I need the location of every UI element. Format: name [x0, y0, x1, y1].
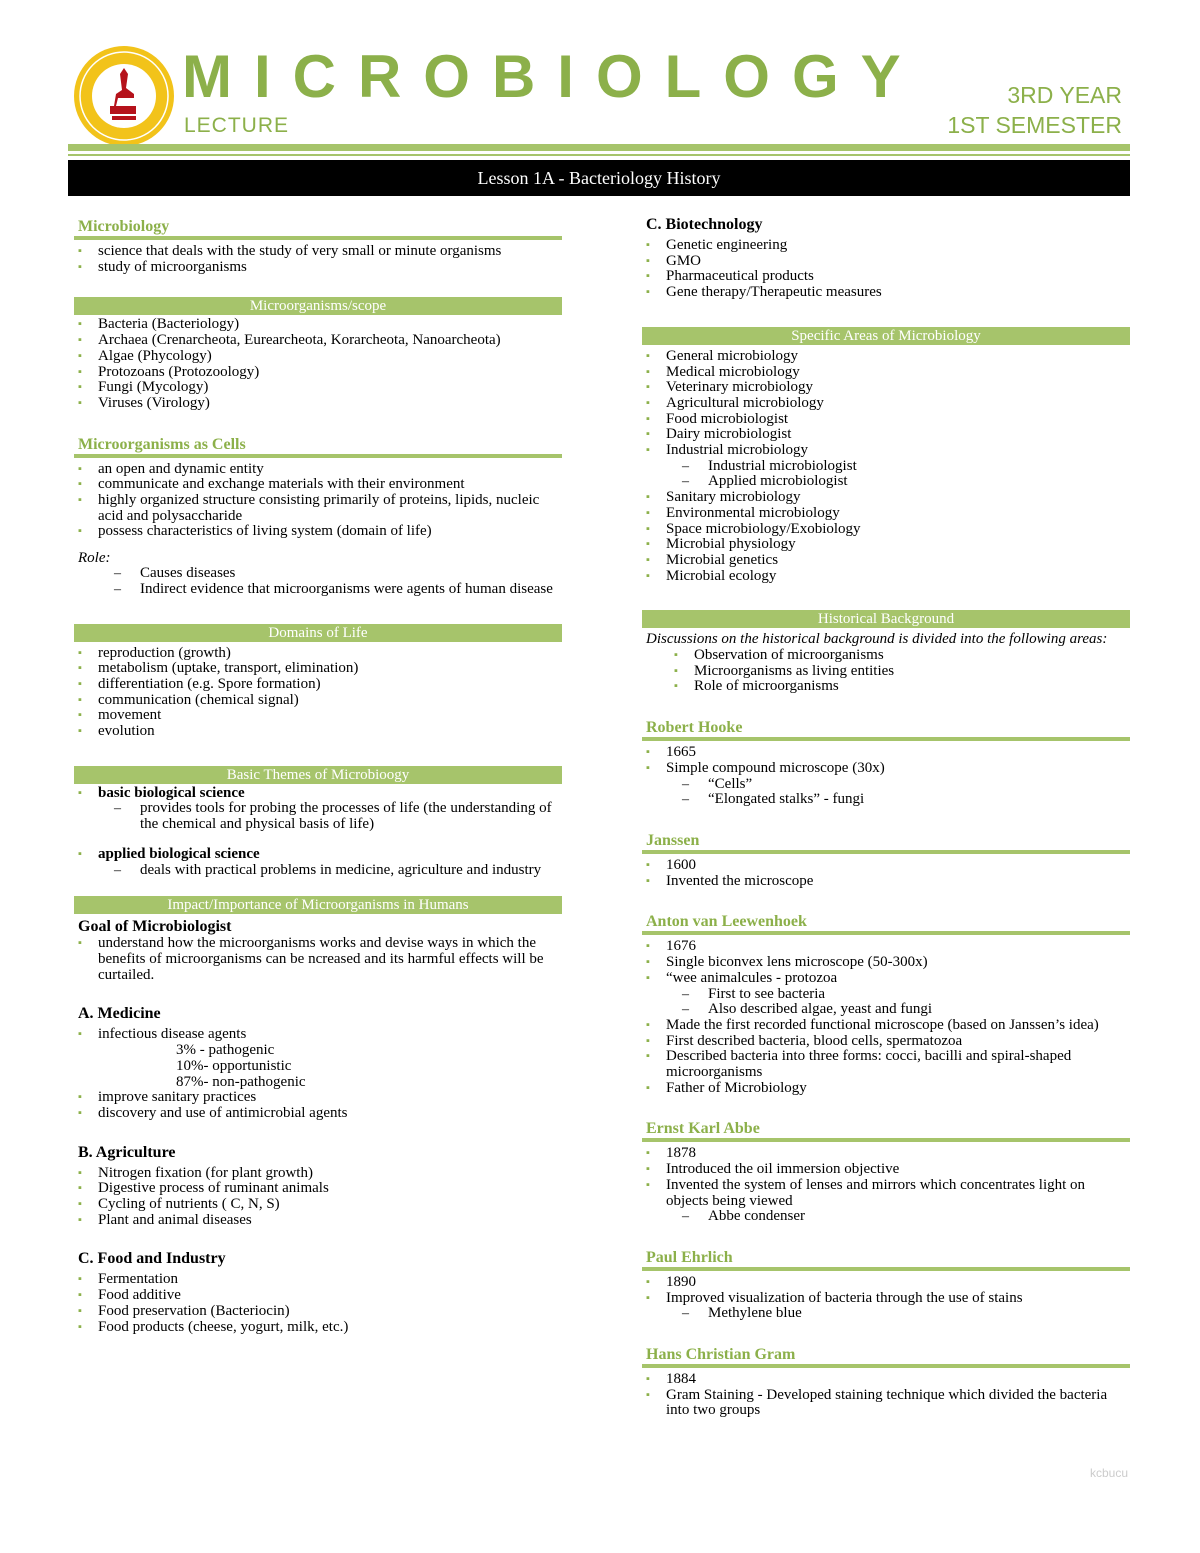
section-heading: Specific Areas of Microbiology [642, 327, 1130, 345]
list-item: ▪ improve sanitary practices [98, 1090, 562, 1106]
section-heading: Robert Hooke [642, 717, 1130, 741]
list-item: ▪ 1878 [666, 1146, 1130, 1162]
section-hans-gram [642, 1344, 1130, 1419]
list-item: ▪ an open and dynamic entity [98, 462, 562, 478]
list-item: ▪ Invented the system of lenses and mirrors which concentrates light on objects being viewed [666, 1178, 1130, 1209]
list-item: ▪ Space microbiology/Exobiology [666, 522, 1130, 538]
list-item: ▪ Food preservation (Bacteriocin) [98, 1304, 562, 1320]
list-item: ▪ Simple compound microscope (30x) [666, 761, 1130, 777]
list-item: ▪ Role of microorganisms [694, 679, 1130, 695]
list-item: ▪ possess characteristics of living system (domain of life) [98, 524, 562, 540]
year-label: 3RD YEAR [1007, 82, 1122, 108]
section-heading: Microbiology [74, 216, 562, 240]
list-item: ▪ infectious disease agents [98, 1027, 562, 1043]
lesson-title-bar: Lesson 1A - Bacteriology History [68, 160, 1130, 196]
list-item: ▪ Gene therapy/Therapeutic measures [666, 285, 1130, 301]
section-heading: Microorganisms as Cells [74, 434, 562, 458]
list-item: ▪ 1884 [666, 1372, 1130, 1388]
list-item: – Indirect evidence that microorganisms were agents of human disease [140, 582, 562, 598]
header-rule-thin [68, 154, 1130, 156]
list-item: ▪ Viruses (Virology) [98, 396, 562, 412]
list-item: ▪ Food additive [98, 1288, 562, 1304]
historical-intro: Discussions on the historical background is divided into the following areas: [646, 631, 1108, 648]
section-heading: C. Biotechnology [646, 216, 763, 233]
list-item: ▪ Cycling of nutrients ( C, N, S) [98, 1197, 562, 1213]
list-item: ▪ Environmental microbiology [666, 506, 1130, 522]
list-item: ▪ First described bacteria, blood cells, spermatozoa [666, 1034, 1130, 1050]
list-item: – Abbe condenser [708, 1209, 1130, 1225]
list-item: ▪ GMO [666, 254, 1130, 270]
section-medicine [74, 1005, 562, 1121]
section-heading: C. Food and Industry [78, 1250, 226, 1268]
list-item: ▪ Microbial physiology [666, 537, 1130, 553]
list-item: ▪ Food products (cheese, yogurt, milk, etc.) [98, 1320, 562, 1336]
list-item: ▪ evolution [98, 724, 562, 740]
list-item: ▪ Protozoans (Protozoology) [98, 365, 562, 381]
section-specific-areas [642, 327, 1130, 585]
list-item: ▪ Plant and animal diseases [98, 1213, 562, 1229]
percentage-line: 10%- opportunistic [176, 1057, 292, 1074]
section-historical-background [642, 610, 1130, 695]
list-item: – Industrial microbiologist [708, 459, 1130, 475]
list-item: ▪ General microbiology [666, 349, 1130, 365]
list-item: ▪ Described bacteria into three forms: cocci, bacilli and spiral-shaped microorganisms [666, 1049, 1130, 1080]
list-item: ▪ 1676 [666, 939, 1130, 955]
section-domains [74, 624, 562, 740]
list-item: – deals with practical problems in medicine, agriculture and industry [140, 863, 562, 879]
list-item: ▪ highly organized structure consisting primarily of proteins, lipids, nucleic acid and polysaccharide [98, 493, 562, 524]
section-ernst-abbe [642, 1118, 1130, 1225]
list-item: – Methylene blue [708, 1306, 1130, 1322]
list-item: ▪ applied biological science [98, 847, 562, 863]
list-item: ▪ discovery and use of antimicrobial agents [98, 1106, 562, 1122]
list-item: – “Cells” [708, 777, 1130, 793]
list-item: ▪ Invented the microscope [666, 874, 1130, 890]
list-item: ▪ “wee animalcules - protozoa [666, 971, 1130, 987]
section-heading: Paul Ehrlich [642, 1247, 1130, 1271]
section-cells [74, 434, 562, 598]
list-item: ▪ Single biconvex lens microscope (50-300x) [666, 955, 1130, 971]
list-item: ▪ science that deals with the study of very small or minute organisms [98, 244, 562, 260]
list-item: ▪ Fermentation [98, 1272, 562, 1288]
list-item: ▪ Industrial microbiology [666, 443, 1130, 459]
list-item: ▪ Algae (Phycology) [98, 349, 562, 365]
percentage-line: 3% - pathogenic [176, 1042, 275, 1059]
list-item: ▪ study of microorganisms [98, 260, 562, 276]
course-title: MICROBIOLOGY [182, 43, 923, 110]
list-item: ▪ 1600 [666, 858, 1130, 874]
list-item: ▪ Food microbiologist [666, 412, 1130, 428]
section-impact [74, 896, 562, 983]
watermark: kcbucu [1089, 1466, 1128, 1480]
section-heading: A. Medicine [78, 1005, 161, 1023]
role-label: Role: [78, 550, 111, 567]
course-subtitle: LECTURE [184, 114, 290, 137]
section-heading: Janssen [642, 830, 1130, 854]
list-item: ▪ Pharmaceutical products [666, 269, 1130, 285]
list-item: ▪ Bacteria (Bacteriology) [98, 317, 562, 333]
list-item: – provides tools for probing the processes of life (the understanding of the chemical and physical basis of life) [140, 801, 562, 832]
list-item: ▪ understand how the microorganisms works and devise ways in which the benefits of microorganisms can be ncreased and its harmful effects will be curtailed. [98, 936, 562, 983]
list-item: ▪ communicate and exchange materials with their environment [98, 477, 562, 493]
list-item: ▪ communication (chemical signal) [98, 693, 562, 709]
list-item: ▪ 1665 [666, 745, 1130, 761]
section-paul-ehrlich [642, 1247, 1130, 1322]
left-column [74, 216, 562, 1335]
list-item: – Causes diseases [140, 566, 562, 582]
section-heading: Impact/Importance of Microorganisms in Humans [74, 896, 562, 914]
list-item: ▪ Sanitary microbiology [666, 490, 1130, 506]
list-item: – First to see bacteria [708, 987, 1130, 1003]
section-food-industry [74, 1250, 562, 1335]
list-item: ▪ 1890 [666, 1275, 1130, 1291]
page-header [0, 0, 1200, 160]
list-item: ▪ Agricultural microbiology [666, 396, 1130, 412]
list-item: ▪ Made the first recorded functional microscope (based on Janssen’s idea) [666, 1018, 1130, 1034]
list-item: ▪ differentiation (e.g. Spore formation) [98, 677, 562, 693]
list-item: ▪ Veterinary microbiology [666, 380, 1130, 396]
section-heading: Microorganisms/scope [74, 297, 562, 315]
list-item: ▪ basic biological science [98, 786, 562, 802]
college-seal-logo [72, 44, 176, 148]
section-heading: Historical Background [642, 610, 1130, 628]
section-scope [74, 297, 562, 411]
section-robert-hooke [642, 717, 1130, 808]
list-item: ▪ Digestive process of ruminant animals [98, 1181, 562, 1197]
section-heading: B. Agriculture [78, 1143, 176, 1161]
semester-label: 1ST SEMESTER [947, 112, 1122, 138]
section-heading: Anton van Leewenhoek [642, 911, 1130, 935]
list-item: ▪ Father of Microbiology [666, 1081, 1130, 1097]
section-heading: Ernst Karl Abbe [642, 1118, 1130, 1142]
list-item: ▪ Nitrogen fixation (for plant growth) [98, 1166, 562, 1182]
section-heading: Basic Themes of Microbioogy [74, 766, 562, 784]
list-item: ▪ Gram Staining - Developed staining technique which divided the bacteria into two groups [666, 1388, 1130, 1419]
list-item: ▪ Genetic engineering [666, 238, 1130, 254]
list-item: ▪ metabolism (uptake, transport, elimination) [98, 661, 562, 677]
list-item: ▪ Medical microbiology [666, 365, 1130, 381]
section-leeuwenhoek [642, 911, 1130, 1096]
list-item: ▪ reproduction (growth) [98, 646, 562, 662]
percentage-line: 87%- non-pathogenic [176, 1073, 306, 1090]
list-item: ▪ Microorganisms as living entities [694, 664, 1130, 680]
right-column [642, 216, 1130, 1419]
year-semester [947, 80, 1122, 140]
section-agriculture [74, 1144, 562, 1229]
list-item: ▪ Fungi (Mycology) [98, 380, 562, 396]
list-item: – “Elongated stalks” - fungi [708, 792, 1130, 808]
goal-label: Goal of Microbiologist [78, 918, 232, 936]
list-item: ▪ movement [98, 708, 562, 724]
list-item: ▪ Introduced the oil immersion objective [666, 1162, 1130, 1178]
list-item: ▪ Observation of microorganisms [694, 648, 1130, 664]
section-janssen [642, 830, 1130, 889]
section-heading: Domains of Life [74, 624, 562, 642]
list-item: ▪ Improved visualization of bacteria through the use of stains [666, 1291, 1130, 1307]
section-microbiology [74, 216, 562, 275]
list-item: ▪ Microbial ecology [666, 569, 1130, 585]
section-heading: Hans Christian Gram [642, 1344, 1130, 1368]
list-item: ▪ Dairy microbiologist [666, 427, 1130, 443]
list-item: ▪ Microbial genetics [666, 553, 1130, 569]
list-item: ▪ Archaea (Crenarcheota, Eurearcheota, Korarcheota, Nanoarcheota) [98, 333, 562, 349]
list-item: – Also described algae, yeast and fungi [708, 1002, 1130, 1018]
section-themes [74, 766, 562, 879]
section-biotechnology [642, 216, 1130, 301]
list-item: – Applied microbiologist [708, 474, 1130, 490]
header-rule [68, 144, 1130, 151]
